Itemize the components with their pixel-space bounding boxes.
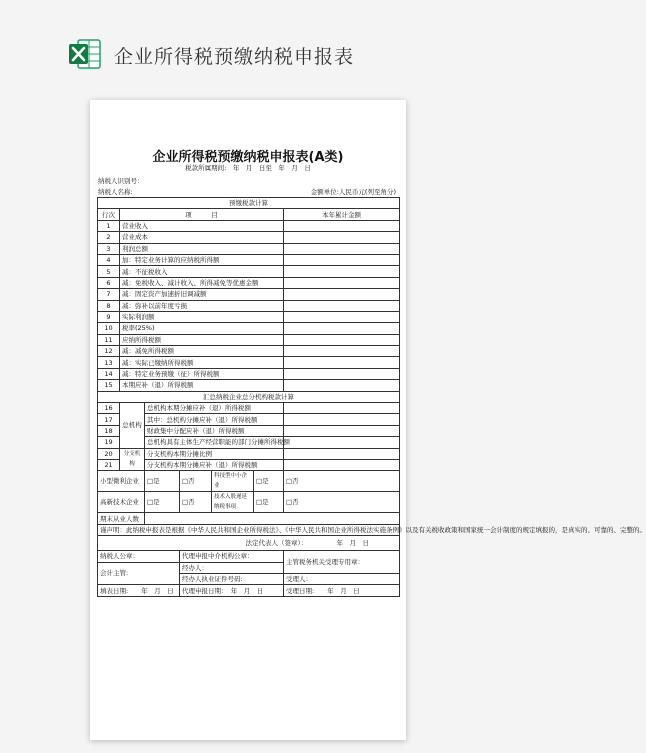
tax-office-seal: 主管税务机关受理专用章： [284, 551, 400, 574]
amount-cell[interactable] [284, 277, 400, 288]
flag-label: 高新技术企业 [98, 492, 145, 513]
prepay-row [98, 220, 400, 231]
row-item-label: 实际利润额 [120, 311, 284, 322]
amount-cell[interactable] [284, 266, 400, 277]
hq-label: 总机构 [120, 403, 145, 449]
amount-cell[interactable] [284, 311, 400, 322]
amount-cell[interactable] [284, 254, 400, 265]
prepay-row [98, 368, 400, 379]
section-prepay-header: 预缴税款计算 [98, 198, 400, 209]
prepay-row [98, 254, 400, 265]
receiver-sign: 受理人： [284, 573, 400, 584]
amount-cell[interactable] [284, 425, 400, 436]
no-checkbox[interactable]: □否 [180, 492, 212, 513]
amount-cell[interactable] [284, 380, 400, 391]
row-item-label: 本期应补（退）所得税额 [120, 380, 284, 391]
employees-label: 期末从业人数 [98, 513, 145, 524]
row-item-label: 应纳所得税额 [120, 334, 284, 345]
yes-checkbox[interactable]: □是 [254, 471, 284, 492]
form-title: 企业所得税预缴纳税申报表(A类) [152, 150, 344, 165]
prepay-row [98, 357, 400, 368]
employees-row [98, 513, 400, 524]
row-number: 19 [98, 437, 120, 448]
row-number: 12 [98, 346, 120, 357]
yes-checkbox[interactable]: □是 [145, 492, 180, 513]
row-number: 7 [98, 289, 120, 300]
row-item-label: 减：免税收入、减计收入、所得减免等优惠金额 [120, 277, 284, 288]
flag-row [98, 492, 400, 513]
row-number: 13 [98, 357, 120, 368]
accept-date[interactable]: 受理日期: 年 月 日 [284, 585, 400, 596]
row-number: 11 [98, 334, 120, 345]
no-checkbox[interactable]: □否 [180, 471, 212, 492]
row-item-label: 减：不征税收入 [120, 266, 284, 277]
row-item-label: 税率(25%) [120, 323, 284, 334]
prepay-row [98, 266, 400, 277]
amount-unit: 金额单位:人民币元(列至角分) [310, 188, 396, 196]
amount-cell[interactable] [284, 414, 400, 425]
row-item-label: 减：固定资产加速折旧调减额 [120, 289, 284, 300]
amount-cell[interactable] [284, 243, 400, 254]
amount-cell[interactable] [284, 448, 400, 459]
row-item-label: 总机构本期分摊应补（退）所得税额 [145, 403, 284, 414]
prepay-row [98, 243, 400, 254]
taxpayer-seal: 纳税人公章： [98, 551, 180, 562]
row-number: 16 [98, 403, 120, 414]
row-number: 3 [98, 243, 120, 254]
prepay-row [98, 232, 400, 243]
row-item-label: 分支机构本期分摊应补（退）所得税额 [145, 459, 284, 470]
prepay-row [98, 346, 400, 357]
row-number: 1 [98, 220, 120, 231]
prepay-row [98, 311, 400, 322]
row-item-label: 总机构具有主体生产经营职能的部门分摊所得税额 [145, 437, 284, 448]
yes-checkbox[interactable]: □是 [254, 492, 284, 513]
no-checkbox[interactable]: □否 [284, 492, 400, 513]
form-sheet [90, 100, 646, 740]
amount-cell[interactable] [284, 346, 400, 357]
row-number: 15 [98, 380, 120, 391]
amount-cell[interactable] [284, 459, 400, 470]
agency-seal: 代理申报中介机构公章： [180, 551, 284, 562]
prepay-row [98, 380, 400, 391]
tax-period: 税款所属期间: 年 月 日至 年 月 日 [185, 164, 311, 172]
row-number: 18 [98, 425, 120, 436]
legal-rep-sign[interactable]: 法定代表人（签章）： 年 月 日 [98, 536, 400, 551]
amount-cell[interactable] [284, 323, 400, 334]
row-number: 21 [98, 459, 120, 470]
amount-cell[interactable] [284, 232, 400, 243]
row-item-label: 减：特定业务预缴（征）所得税额 [120, 368, 284, 379]
row-item-label: 减：实际已缴纳所得税额 [120, 357, 284, 368]
amount-cell[interactable] [284, 437, 400, 448]
amount-cell[interactable] [284, 289, 400, 300]
date-row [98, 585, 400, 596]
row-item-label: 营业收入 [120, 220, 284, 231]
employees-value[interactable] [145, 513, 400, 524]
row-item-label: 财政集中分配应补（退）所得税额 [145, 425, 284, 436]
row-item-label: 减：减免所得税额 [120, 346, 284, 357]
agent-date[interactable]: 代理申报日期： 年 月 日 [180, 585, 284, 596]
declaration-row [98, 524, 400, 535]
row-item-label: 利润总额 [120, 243, 284, 254]
amount-cell[interactable] [284, 403, 400, 414]
section-group-header: 汇总纳税企业总分机构税款计算 [98, 391, 400, 402]
row-number: 6 [98, 277, 120, 288]
flag-row [98, 471, 400, 492]
prepay-row [98, 277, 400, 288]
col-header-item: 项 目 [120, 209, 284, 220]
prepay-row [98, 334, 400, 345]
flag-label: 小型微利企业 [98, 471, 145, 492]
col-header-amount: 本年累计金额 [284, 209, 400, 220]
row-number: 17 [98, 414, 120, 425]
taxpayer-id-label: 纳税人识别号： [98, 177, 144, 185]
handler-cert: 经办人执业证件号码: [180, 573, 284, 584]
group-row [98, 403, 400, 414]
declaration-text: 谨声明：此纳税申报表是根据《中华人民共和国企业所得税法》、《中华人民共和国企业所得税法实施条例》以及有关税收政策和国家统一会计制度的规定填报的，是真实的、可靠的、完整的。 [98, 524, 400, 535]
row-item-label: 加：特定业务计算的应纳税所得额 [120, 254, 284, 265]
amount-cell[interactable] [284, 368, 400, 379]
row-number: 4 [98, 254, 120, 265]
row-number: 2 [98, 232, 120, 243]
accountant-sign: 会计主管: [98, 562, 180, 585]
excel-icon [68, 37, 102, 71]
prepay-row [98, 323, 400, 334]
amount-cell[interactable] [284, 300, 400, 311]
table-row [98, 391, 400, 402]
row-number: 14 [98, 368, 120, 379]
row-number: 8 [98, 300, 120, 311]
prepay-row [98, 300, 400, 311]
amount-cell[interactable] [284, 357, 400, 368]
branch-label: 分支机构 [120, 448, 145, 471]
yes-checkbox[interactable]: □是 [145, 471, 180, 492]
row-item-label: 分支机构本期分摊比例 [145, 448, 284, 459]
no-checkbox[interactable]: □否 [284, 471, 400, 492]
amount-cell[interactable] [284, 334, 400, 345]
row-item-label: 营业成本 [120, 232, 284, 243]
sign-row [98, 551, 400, 562]
handler-sign: 经办人： [180, 562, 284, 573]
amount-cell[interactable] [284, 220, 400, 231]
col-header-row: 行次 [98, 209, 120, 220]
fill-date[interactable]: 填表日期: 年 月 日 [98, 585, 180, 596]
group-row [98, 448, 400, 459]
legal-rep-row [98, 536, 400, 551]
row-number: 20 [98, 448, 120, 459]
row-item-label: 减：弥补以前年度亏损 [120, 300, 284, 311]
prepay-row [98, 289, 400, 300]
taxpayer-name-label: 纳税人名称: [98, 188, 133, 196]
document-header [0, 0, 500, 100]
row-number: 10 [98, 323, 120, 334]
row-number: 9 [98, 311, 120, 322]
document-title: 企业所得税预缴纳税申报表 [114, 46, 355, 68]
declaration-table [97, 197, 646, 597]
flag-label: 科技型中小企业 [212, 471, 254, 492]
flag-label: 技术入股递延纳税事项 [212, 492, 254, 513]
row-number: 5 [98, 266, 120, 277]
row-item-label: 其中：总机构分摊应补（退）所得税额 [145, 414, 284, 425]
